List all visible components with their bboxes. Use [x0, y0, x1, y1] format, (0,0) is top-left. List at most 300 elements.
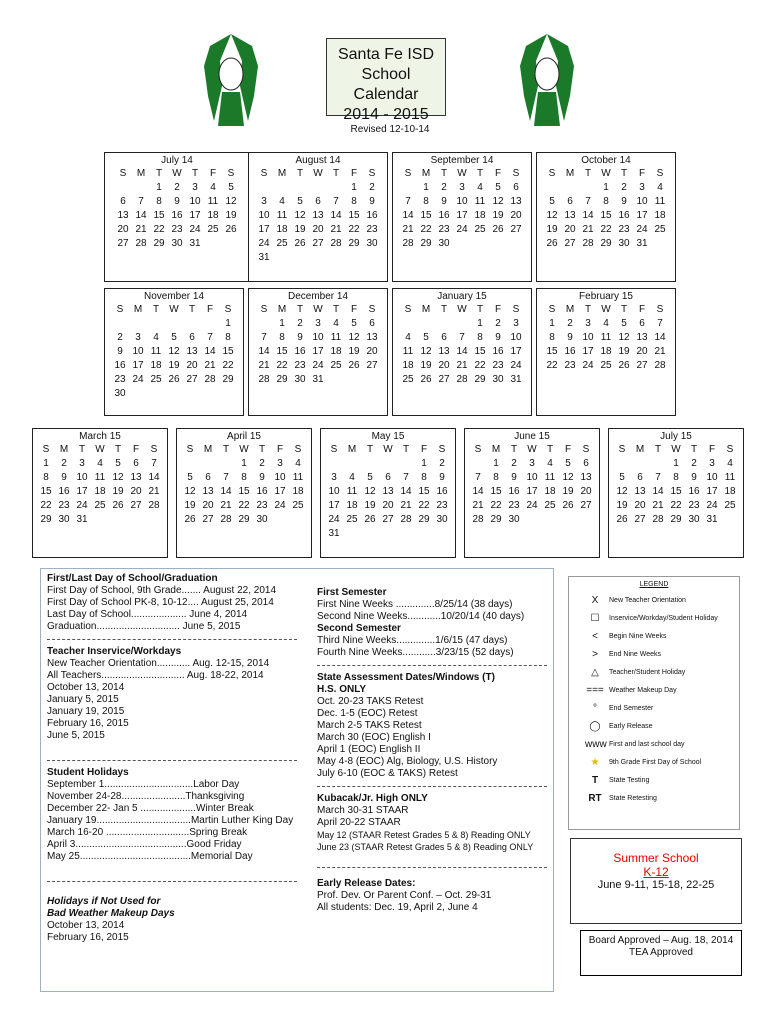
- day-cell: [291, 331, 309, 345]
- day-cell: [55, 457, 73, 471]
- day-cell: [327, 237, 345, 251]
- week-row: [399, 359, 525, 373]
- day-cell: [325, 527, 343, 541]
- day-number: 30: [294, 374, 306, 385]
- day-cell: [183, 373, 201, 387]
- weekday-header: S: [186, 444, 194, 455]
- day-cell: [597, 237, 615, 251]
- day-cell: [327, 181, 345, 195]
- day-number: 4: [279, 196, 285, 207]
- day-cell: [615, 317, 633, 331]
- day-number: 5: [228, 182, 234, 193]
- day-cell: [633, 345, 651, 359]
- day-number: 12: [294, 210, 306, 221]
- divider: [317, 867, 547, 868]
- month-title: June 15: [514, 431, 550, 442]
- day-number: 11: [292, 472, 304, 483]
- day-cell: [55, 499, 73, 513]
- day-cell: [132, 223, 150, 237]
- day-number: 6: [315, 196, 321, 207]
- day-cell: [505, 485, 523, 499]
- weekday-header: F: [564, 444, 572, 455]
- week-row: [543, 223, 669, 237]
- day-number: 8: [477, 332, 483, 343]
- day-cell: [631, 513, 649, 527]
- day-cell: [435, 237, 453, 251]
- weekday-header: M: [565, 168, 575, 179]
- day-number: 23: [688, 500, 700, 511]
- day-cell: [721, 471, 739, 485]
- day-cell: [613, 485, 631, 499]
- day-number: 15: [276, 346, 288, 357]
- day-cell: [271, 471, 289, 485]
- day-cell: [145, 457, 163, 471]
- day-number: 9: [369, 196, 375, 207]
- day-cell: [435, 373, 453, 387]
- day-number: 3: [261, 196, 267, 207]
- legend-label: End Semester: [609, 704, 654, 712]
- day-cell: [579, 331, 597, 345]
- day-cell: [453, 181, 471, 195]
- day-number: 10: [274, 472, 286, 483]
- weekday-header: W: [601, 168, 611, 179]
- day-cell: [132, 237, 150, 251]
- day-number: 31: [328, 528, 340, 539]
- day-cell: [55, 513, 73, 527]
- day-cell: [309, 181, 327, 195]
- day-cell: [559, 471, 577, 485]
- legend-label: First and last school day: [609, 740, 685, 748]
- week-row: [181, 499, 307, 513]
- day-number: 27: [130, 500, 142, 511]
- day-cell: [255, 359, 273, 373]
- day-number: 29: [474, 374, 486, 385]
- day-cell: [91, 513, 109, 527]
- day-cell: [379, 485, 397, 499]
- day-cell: [507, 373, 525, 387]
- week-row: [399, 195, 525, 209]
- day-cell: [289, 471, 307, 485]
- day-cell: [597, 223, 615, 237]
- day-number: 2: [621, 182, 627, 193]
- day-number: 11: [654, 196, 666, 207]
- day-number: 4: [477, 182, 483, 193]
- legend-item: [585, 720, 733, 732]
- day-cell: [597, 345, 615, 359]
- day-cell: [417, 359, 435, 373]
- day-number: 20: [366, 346, 378, 357]
- day-cell: [543, 345, 561, 359]
- day-cell: [235, 513, 253, 527]
- weekday-header: F: [420, 444, 428, 455]
- day-number: 25: [330, 360, 342, 371]
- day-cell: [165, 373, 183, 387]
- day-number: 11: [402, 346, 414, 357]
- day-number: 5: [367, 472, 373, 483]
- day-cell: [199, 457, 217, 471]
- divider: [47, 760, 297, 761]
- week-row: [114, 181, 240, 195]
- day-cell: [379, 499, 397, 513]
- day-number: 24: [312, 360, 324, 371]
- assessment-line: Oct. 20-23 TAKS Retest: [317, 696, 424, 707]
- day-number: 5: [115, 458, 121, 469]
- weekday-header: F: [132, 444, 140, 455]
- day-number: 30: [171, 238, 183, 249]
- weekday-header: W: [313, 304, 323, 315]
- day-cell: [309, 223, 327, 237]
- day-cell: [703, 485, 721, 499]
- day-cell: [561, 345, 579, 359]
- day-cell: [435, 209, 453, 223]
- day-number: 24: [76, 500, 88, 511]
- month-calendar: [104, 288, 244, 416]
- day-cell: [597, 181, 615, 195]
- week-row: [325, 499, 451, 513]
- day-number: 24: [582, 360, 594, 371]
- day-number: 21: [400, 500, 412, 511]
- day-number: 3: [135, 332, 141, 343]
- day-cell: [471, 237, 489, 251]
- day-cell: [541, 457, 559, 471]
- weekday-header: F: [708, 444, 716, 455]
- day-number: 31: [76, 514, 88, 525]
- day-number: 15: [474, 346, 486, 357]
- day-cell: [255, 345, 273, 359]
- day-cell: [471, 359, 489, 373]
- day-number: 2: [117, 332, 123, 343]
- day-cell: [471, 223, 489, 237]
- day-cell: [273, 195, 291, 209]
- day-cell: [489, 345, 507, 359]
- day-cell: [523, 457, 541, 471]
- day-number: 22: [546, 360, 558, 371]
- day-cell: [685, 457, 703, 471]
- day-cell: [543, 237, 561, 251]
- day-cell: [721, 457, 739, 471]
- day-cell: [150, 195, 168, 209]
- day-cell: [703, 513, 721, 527]
- day-number: 26: [348, 360, 360, 371]
- day-number: 7: [223, 472, 229, 483]
- week-row: [469, 485, 595, 499]
- day-cell: [150, 237, 168, 251]
- day-cell: [291, 181, 309, 195]
- month-calendar: [320, 428, 456, 558]
- info-panel: [40, 568, 554, 992]
- day-number: 14: [582, 210, 594, 221]
- dash-icon: ===: [586, 684, 604, 696]
- day-number: 27: [117, 238, 129, 249]
- day-cell: [273, 359, 291, 373]
- day-number: 18: [292, 486, 304, 497]
- week-row: [255, 209, 381, 223]
- day-number: 27: [580, 500, 592, 511]
- day-number: 18: [724, 486, 736, 497]
- weekday-header: F: [350, 304, 358, 315]
- day-number: 5: [565, 458, 571, 469]
- day-cell: [435, 359, 453, 373]
- weekday-header: S: [656, 168, 664, 179]
- day-cell: [649, 471, 667, 485]
- day-number: 10: [76, 472, 88, 483]
- weekday-header: S: [474, 444, 482, 455]
- day-cell: [132, 195, 150, 209]
- week-row: [111, 373, 237, 387]
- day-cell: [469, 513, 487, 527]
- day-cell: [433, 485, 451, 499]
- day-cell: [523, 471, 541, 485]
- day-cell: [507, 345, 525, 359]
- day-cell: [255, 317, 273, 331]
- day-cell: [399, 209, 417, 223]
- week-row: [37, 499, 163, 513]
- day-cell: [235, 485, 253, 499]
- day-cell: [415, 527, 433, 541]
- day-number: 19: [112, 486, 124, 497]
- day-cell: [615, 195, 633, 209]
- day-number: 29: [40, 514, 52, 525]
- weekday-header: T: [620, 304, 628, 315]
- day-number: 5: [187, 472, 193, 483]
- day-number: 7: [207, 332, 213, 343]
- weekday-header: S: [548, 168, 556, 179]
- day-cell: [291, 317, 309, 331]
- day-cell: [613, 513, 631, 527]
- day-number: 2: [259, 458, 265, 469]
- day-number: 28: [258, 374, 270, 385]
- week-row: [255, 317, 381, 331]
- weekday-header: M: [277, 168, 287, 179]
- day-cell: [579, 209, 597, 223]
- boxed-x-icon: X: [591, 594, 599, 606]
- month-title: May 15: [371, 431, 405, 442]
- day-number: 28: [204, 374, 216, 385]
- day-number: 7: [333, 196, 339, 207]
- day-cell: [183, 359, 201, 373]
- day-number: 23: [564, 360, 576, 371]
- day-cell: [255, 181, 273, 195]
- day-cell: [541, 499, 559, 513]
- day-cell: [204, 209, 222, 223]
- month-calendar: [104, 152, 250, 282]
- day-number: 20: [382, 500, 394, 511]
- day-cell: [633, 237, 651, 251]
- day-number: 28: [456, 374, 468, 385]
- day-cell: [309, 209, 327, 223]
- weekday-header: W: [457, 168, 467, 179]
- day-number: 21: [204, 360, 216, 371]
- weekday-header: T: [152, 304, 160, 315]
- day-cell: [325, 513, 343, 527]
- day-number: 20: [564, 224, 576, 235]
- day-number: 26: [618, 360, 630, 371]
- title-line2: School Calendar: [353, 66, 419, 103]
- day-number: 18: [150, 360, 162, 371]
- weekday-header: T: [690, 444, 698, 455]
- day-number: 4: [603, 318, 609, 329]
- day-number: 17: [526, 486, 538, 497]
- day-cell: [147, 387, 165, 401]
- month-table: [114, 167, 240, 251]
- day-number: 21: [135, 224, 147, 235]
- month-title: July 14: [161, 155, 193, 166]
- month-table: [255, 303, 381, 387]
- day-number: 15: [348, 210, 360, 221]
- weekday-header: S: [330, 444, 338, 455]
- day-number: 22: [490, 500, 502, 511]
- day-cell: [649, 485, 667, 499]
- day-cell: [327, 359, 345, 373]
- day-number: 3: [709, 458, 715, 469]
- day-cell: [397, 527, 415, 541]
- day-number: 19: [168, 360, 180, 371]
- week-row: [613, 485, 739, 499]
- day-cell: [471, 373, 489, 387]
- day-cell: [309, 237, 327, 251]
- month-calendar: [536, 152, 676, 282]
- week-row: [114, 195, 240, 209]
- day-number: 19: [492, 210, 504, 221]
- day-number: 26: [184, 514, 196, 525]
- day-number: 13: [510, 196, 522, 207]
- weekday-header: M: [277, 304, 287, 315]
- day-cell: [507, 331, 525, 345]
- month-title: August 14: [295, 155, 341, 166]
- day-number: 7: [475, 472, 481, 483]
- day-number: 5: [171, 332, 177, 343]
- day-cell: [345, 317, 363, 331]
- day-number: 2: [495, 318, 501, 329]
- day-number: 22: [153, 224, 165, 235]
- week-row: [114, 223, 240, 237]
- day-cell: [111, 373, 129, 387]
- first-last-line: Last Day of School.................... June 4, 2014: [47, 609, 248, 620]
- day-number: 17: [706, 486, 718, 497]
- day-cell: [417, 317, 435, 331]
- day-number: 4: [727, 458, 733, 469]
- day-cell: [561, 195, 579, 209]
- weekday-header: W: [95, 444, 105, 455]
- day-number: 2: [61, 458, 67, 469]
- week-row: [181, 457, 307, 471]
- day-cell: [721, 513, 739, 527]
- day-cell: [204, 223, 222, 237]
- day-number: 8: [241, 472, 247, 483]
- day-cell: [417, 373, 435, 387]
- day-cell: [345, 373, 363, 387]
- day-cell: [507, 317, 525, 331]
- legend-items: [569, 594, 739, 804]
- day-number: 20: [130, 486, 142, 497]
- day-number: 11: [207, 196, 219, 207]
- day-cell: [327, 345, 345, 359]
- day-number: 6: [385, 472, 391, 483]
- day-cell: [343, 527, 361, 541]
- month-title: July 15: [660, 431, 692, 442]
- day-number: 11: [600, 332, 612, 343]
- day-cell: [255, 223, 273, 237]
- day-number: 8: [493, 472, 499, 483]
- day-cell: [363, 195, 381, 209]
- day-cell: [579, 317, 597, 331]
- weekday-header: T: [584, 304, 592, 315]
- legend-label: Teacher/Student Holiday: [609, 668, 686, 676]
- day-cell: [129, 387, 147, 401]
- day-cell: [649, 457, 667, 471]
- day-number: 1: [493, 458, 499, 469]
- semester1-line: First Nine Weeks ..............8/25/14 (38 days): [317, 599, 513, 610]
- day-number: 25: [654, 224, 666, 235]
- day-cell: [435, 195, 453, 209]
- day-cell: [109, 513, 127, 527]
- makeup-heading-2: Bad Weather Makeup Days: [47, 908, 175, 919]
- day-cell: [253, 513, 271, 527]
- day-cell: [345, 223, 363, 237]
- weekday-header: F: [350, 168, 358, 179]
- week-row: [325, 457, 451, 471]
- day-cell: [273, 181, 291, 195]
- day-number: 8: [279, 332, 285, 343]
- day-cell: [309, 251, 327, 265]
- day-cell: [489, 181, 507, 195]
- day-number: 19: [294, 224, 306, 235]
- day-number: 10: [582, 332, 594, 343]
- day-number: 18: [346, 500, 358, 511]
- week-row: [543, 331, 669, 345]
- day-cell: [667, 485, 685, 499]
- day-cell: [453, 345, 471, 359]
- day-number: 12: [364, 486, 376, 497]
- week-row: [255, 237, 381, 251]
- day-cell: [507, 181, 525, 195]
- day-cell: [327, 317, 345, 331]
- day-number: 25: [402, 374, 414, 385]
- day-cell: [183, 387, 201, 401]
- day-number: 1: [477, 318, 483, 329]
- day-number: 5: [423, 332, 429, 343]
- legend-item: [585, 738, 733, 750]
- day-number: 13: [366, 332, 378, 343]
- month-title: October 14: [581, 155, 631, 166]
- day-number: 8: [225, 332, 231, 343]
- day-number: 8: [603, 196, 609, 207]
- day-number: 4: [210, 182, 216, 193]
- day-cell: [615, 181, 633, 195]
- day-number: 11: [474, 196, 486, 207]
- day-number: 19: [225, 210, 237, 221]
- day-cell: [633, 181, 651, 195]
- day-number: 22: [238, 500, 250, 511]
- day-number: 13: [130, 472, 142, 483]
- day-cell: [219, 359, 237, 373]
- month-title: September 14: [430, 155, 494, 166]
- day-cell: [541, 485, 559, 499]
- day-number: 12: [168, 346, 180, 357]
- day-cell: [186, 223, 204, 237]
- day-cell: [489, 317, 507, 331]
- day-cell: [415, 513, 433, 527]
- weekday-header: M: [203, 444, 213, 455]
- day-cell: [667, 499, 685, 513]
- day-number: 27: [366, 360, 378, 371]
- early-line: All students: Dec. 19, April 2, June 4: [317, 902, 478, 913]
- day-number: 30: [114, 388, 126, 399]
- day-cell: [145, 485, 163, 499]
- day-cell: [597, 331, 615, 345]
- day-cell: [327, 331, 345, 345]
- day-cell: [487, 513, 505, 527]
